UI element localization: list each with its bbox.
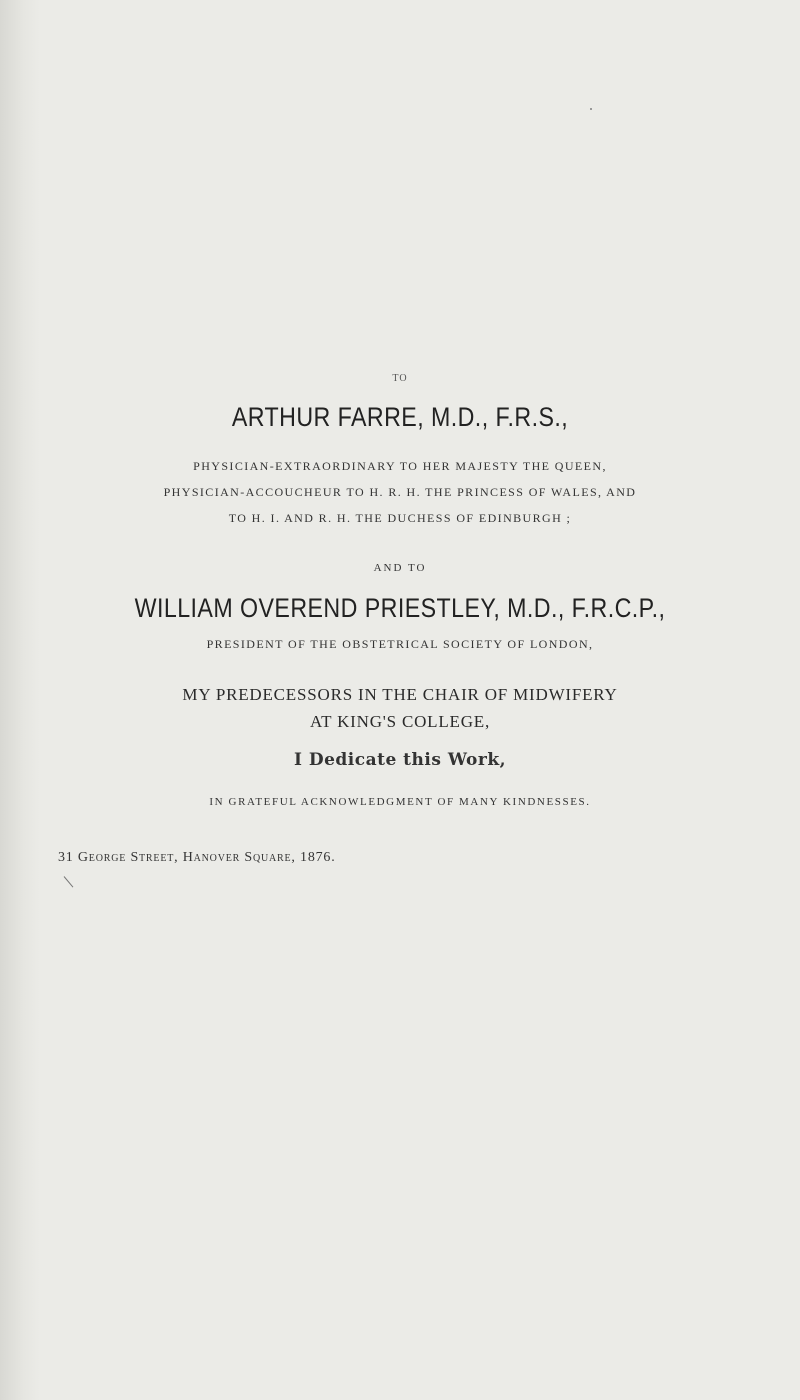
predecessors-line-2: AT KING'S COLLEGE, (309, 712, 491, 731)
second-honoree-name: WILLIAM OVEREND PRIESTLEY, M.D., F.R.C.P., (134, 593, 666, 623)
first-honoree-title-1: PHYSICIAN-EXTRAORDINARY TO HER MAJESTY THE QUEEN, (193, 459, 607, 473)
scan-speck (590, 108, 592, 110)
second-honoree-title: PRESIDENT OF THE OBSTETRICAL SOCIETY OF LONDON, (206, 637, 594, 651)
first-honoree-title-2: PHYSICIAN-ACCOUCHEUR TO H. R. H. THE PRINCESS OF WALES, AND (163, 485, 637, 499)
and-to-conjunction: AND TO (373, 562, 427, 574)
dedicate-this-work: I Dedicate this Work, (293, 750, 507, 770)
dedication-to-label: TO (392, 373, 408, 384)
address-date-line: 31 George Street, Hanover Square, 1876. (58, 850, 336, 865)
first-honoree-name: ARTHUR FARRE, M.D., F.R.S., (231, 402, 569, 432)
predecessors-line-1: MY PREDECESSORS IN THE CHAIR OF MIDWIFERY (182, 685, 618, 704)
stray-pen-mark (64, 876, 74, 887)
first-honoree-title-3: TO H. I. AND R. H. THE DUCHESS OF EDINBURGH ; (228, 511, 572, 525)
grateful-acknowledgment: IN GRATEFUL ACKNOWLEDGMENT OF MANY KINDNESSES. (209, 796, 591, 808)
